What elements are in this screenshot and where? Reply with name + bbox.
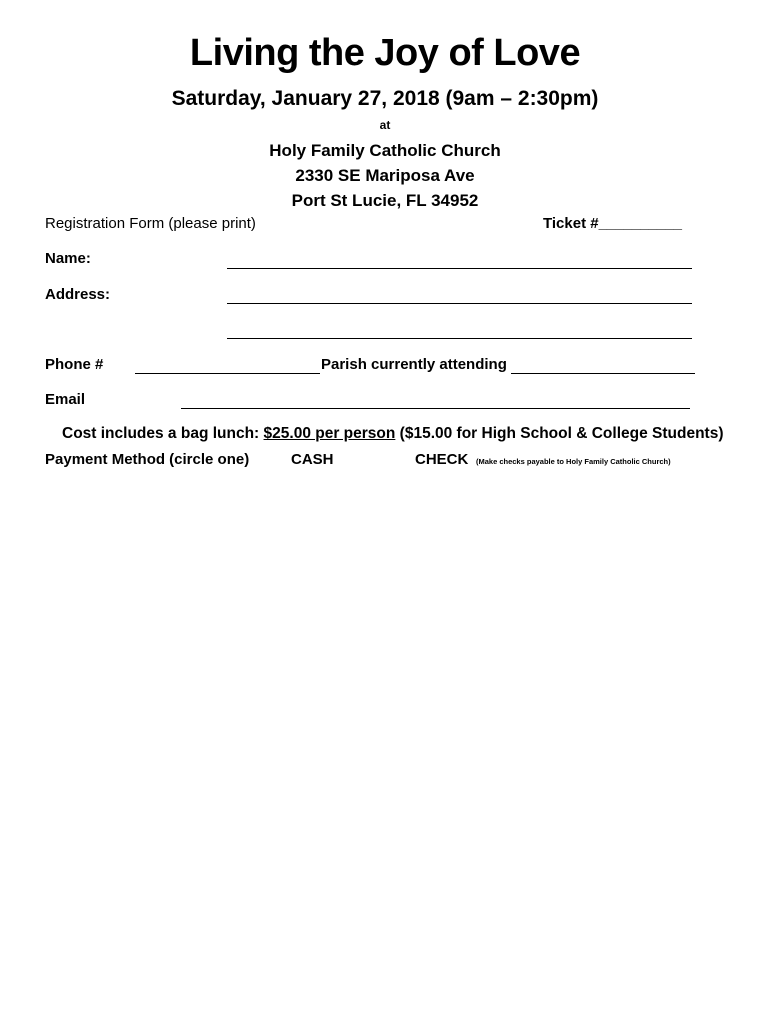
email-label: Email — [45, 391, 86, 408]
address-field-line-2[interactable] — [227, 338, 692, 339]
at-text: at — [379, 118, 391, 132]
payment-method-label: Payment Method (circle one) — [45, 451, 250, 468]
cost-prefix: Cost includes a bag lunch: — [62, 425, 264, 442]
parish-field-line[interactable] — [511, 373, 695, 374]
event-date: Saturday, January 27, 2018 (9am – 2:30pm) — [171, 87, 599, 110]
address-field-line-1[interactable] — [227, 303, 692, 304]
address-label: Address: — [45, 286, 111, 303]
phone-field-line[interactable] — [135, 373, 320, 374]
name-field-line[interactable] — [227, 268, 692, 269]
name-label: Name: — [45, 250, 91, 267]
payment-option-check[interactable]: CHECK — [415, 451, 469, 468]
ticket-number-label: Ticket #__________ — [543, 215, 683, 232]
phone-label: Phone # — [45, 356, 104, 373]
cost-suffix: ($15.00 for High School & College Students) — [395, 425, 724, 442]
event-title: Living the Joy of Love — [189, 32, 581, 74]
email-field-line[interactable] — [181, 408, 690, 409]
venue-street: 2330 SE Mariposa Ave — [295, 166, 475, 185]
registration-form-label: Registration Form (please print) — [45, 215, 256, 232]
cost-price: $25.00 per person — [263, 425, 396, 442]
venue-name: Holy Family Catholic Church — [269, 141, 501, 160]
check-payable-note: (Make checks payable to Holy Family Catholic Church) — [476, 457, 671, 466]
payment-option-cash[interactable]: CASH — [291, 451, 334, 468]
cost-line — [62, 425, 724, 443]
venue-city: Port St Lucie, FL 34952 — [291, 191, 479, 210]
parish-label: Parish currently attending — [321, 356, 507, 373]
